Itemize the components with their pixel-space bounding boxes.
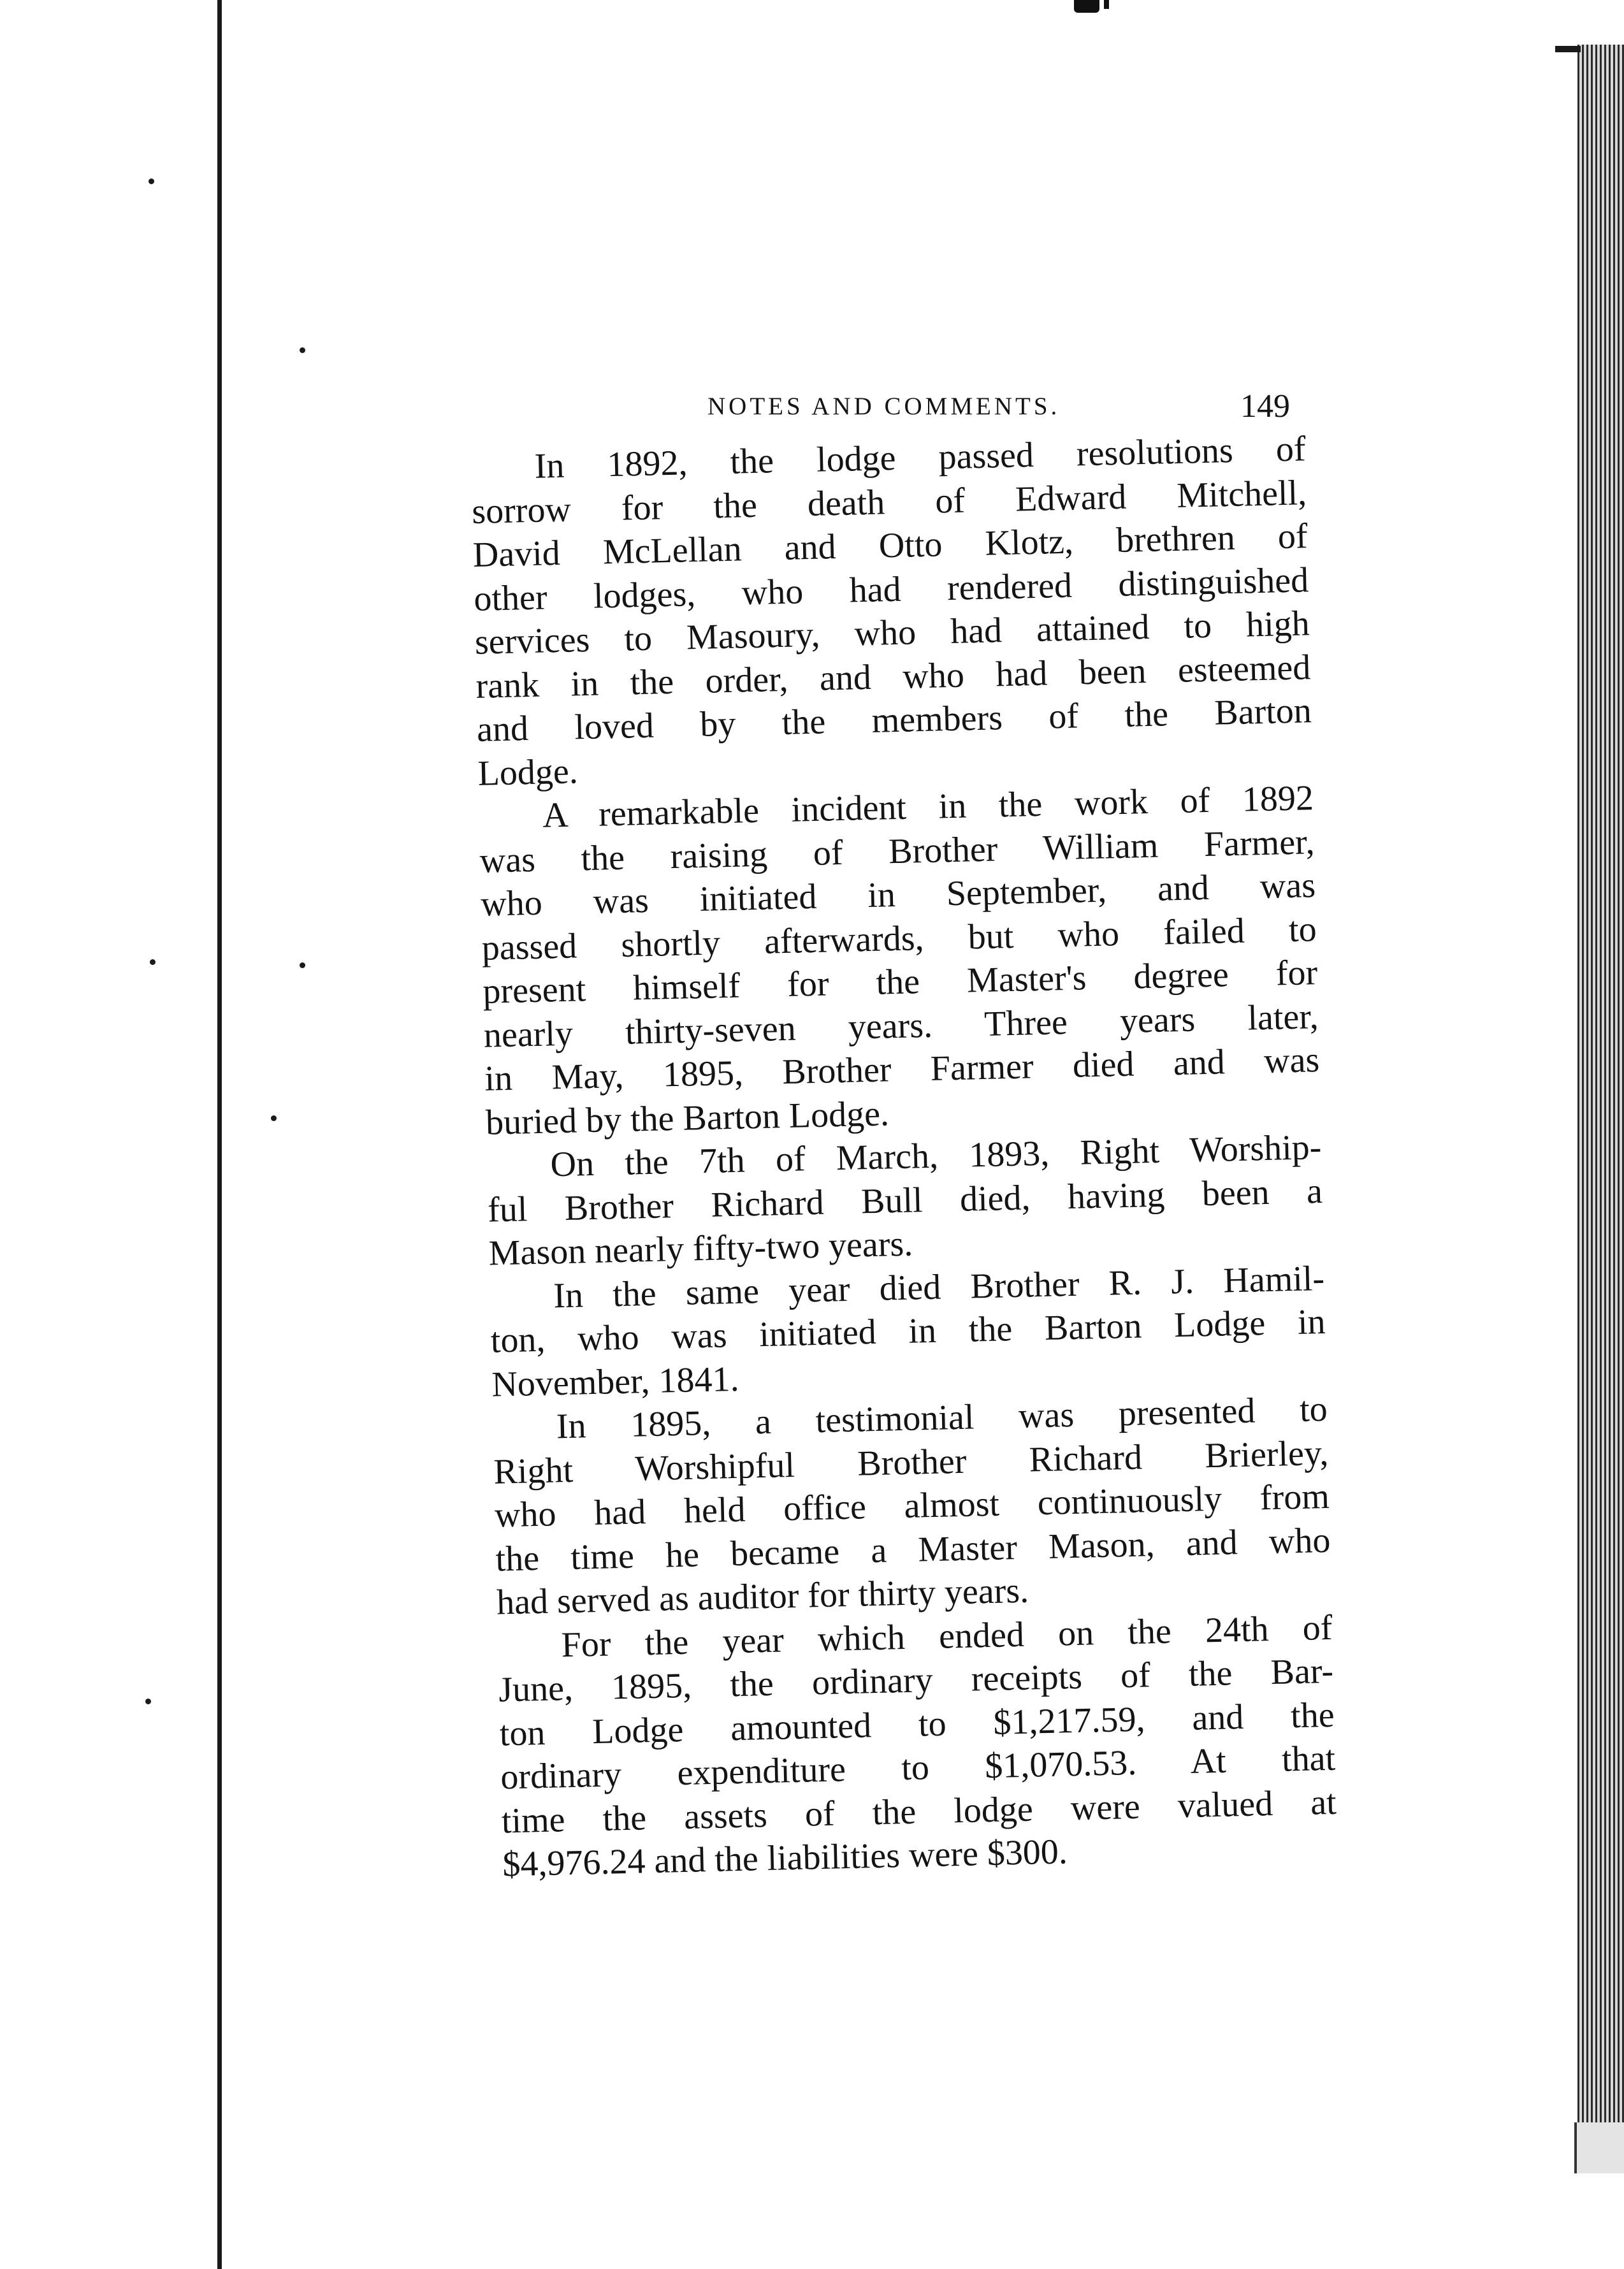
text-line: the time he became a Master Mason, and who (495, 1520, 1331, 1579)
text-line: November, 1841. (491, 1359, 740, 1405)
text-line: nearly thirty-seven years. Three years later, (483, 996, 1319, 1055)
text-line: who had held office almost continuously from (494, 1476, 1330, 1535)
scan-speck (300, 347, 305, 353)
text-line: In 1892, the lodge passed resolutions of (534, 429, 1307, 486)
text-line: buried by the Barton Lodge. (485, 1093, 890, 1143)
page-edge-bottom (1574, 2122, 1624, 2173)
text-line: In 1895, a testimonial was presented to (556, 1389, 1328, 1447)
paragraph-1 (470, 427, 1313, 795)
text-line: ful Brother Richard Bull died, having been a (487, 1171, 1323, 1230)
paragraph-3 (486, 1126, 1324, 1275)
paragraph-4 (489, 1256, 1327, 1406)
text-line: rank in the order, and who had been esteemed (475, 647, 1311, 706)
page-edge-top (1555, 46, 1581, 52)
text-line: services to Masoury, who had attained to high (474, 604, 1310, 662)
text-line: sorrow for the death of Edward Mitchell, (471, 472, 1307, 532)
text-line: other lodges, who had rendered distinguished (473, 560, 1309, 619)
text-line: On the 7th of March, 1893, Right Worship- (549, 1127, 1323, 1185)
text-line: $4,976.24 and the liabilities were $300. (502, 1832, 1068, 1885)
gutter-line (217, 0, 222, 2269)
text-line: ordinary expenditure to $1,070.53. At that (500, 1738, 1336, 1797)
text-line: ton, who was initiated in the Barton Lodge in (490, 1301, 1326, 1361)
text-line: June, 1895, the ordinary receipts of the Bar- (498, 1651, 1334, 1710)
scan-speck (271, 1115, 277, 1121)
scan-artifact-top (1074, 0, 1099, 13)
paragraph-2 (478, 776, 1321, 1145)
text-line: present himself for the Master's degree for (482, 953, 1318, 1011)
text-line: passed shortly afterwards, but who failed to (481, 909, 1317, 968)
text-line: David McLellan and Otto Klotz, brethren of (472, 516, 1309, 575)
text-line: Mason nearly fifty-two years. (488, 1224, 913, 1273)
scan-speck (150, 959, 156, 965)
scan-speck (145, 1699, 151, 1704)
text-line: ton Lodge amounted to $1,217.59, and the (499, 1695, 1335, 1753)
scan-artifact-top-small (1104, 0, 1109, 9)
running-header: NOTES AND COMMENTS. (707, 393, 1061, 420)
text-line: A remarkable incident in the work of 1892 (542, 778, 1314, 836)
text-line: who was initiated in September, and was (480, 866, 1316, 924)
paragraph-5 (492, 1388, 1331, 1625)
text-line: was the raising of Brother William Farmer, (479, 822, 1316, 881)
text-line: Lodge. (477, 751, 579, 794)
page-stack-edge (1577, 45, 1624, 2173)
text-line: time the assets of the lodge were valued at (501, 1782, 1337, 1841)
scan-speck (149, 178, 154, 184)
text-line: had served as auditor for thirty years. (496, 1570, 1029, 1623)
text-line: For the year which ended on the 24th of (561, 1607, 1333, 1665)
paragraph-6 (497, 1606, 1338, 1887)
text-line: Right Worshipful Brother Richard Brierley, (493, 1433, 1329, 1492)
page-number: 149 (1240, 388, 1290, 424)
text-line: and loved by the members of the Barton (476, 691, 1312, 750)
scan-speck (300, 962, 305, 968)
text-line: In the same year died Brother R. J. Hamil- (553, 1258, 1325, 1316)
body-text (470, 427, 1338, 1887)
text-line: in May, 1895, Brother Farmer died and was (484, 1040, 1320, 1099)
